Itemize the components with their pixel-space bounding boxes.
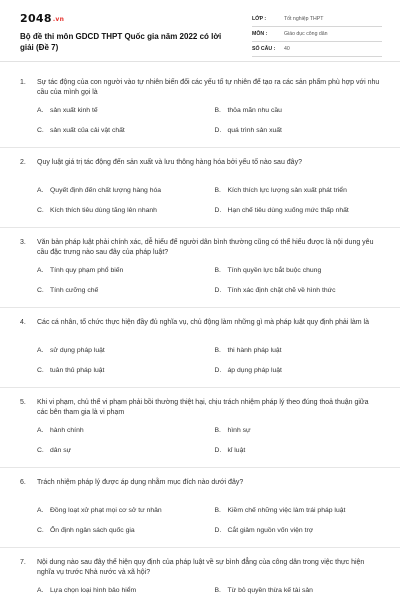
question-text: Quy luật giá trị tác động đến sản xuất và lưu thông hàng hóa bởi yếu tố nào sau đây? bbox=[37, 159, 302, 166]
answer-option-d[interactable] bbox=[215, 286, 381, 295]
option-text: kỉ luật bbox=[227, 447, 246, 454]
answer-options bbox=[20, 506, 380, 535]
option-letter: A. bbox=[37, 187, 44, 194]
answer-option-d[interactable] bbox=[215, 526, 381, 535]
answer-option-d[interactable] bbox=[215, 126, 381, 135]
answer-options bbox=[20, 266, 380, 295]
option-text: thỏa mãn nhu cầu bbox=[227, 107, 282, 114]
meta-row-question-count bbox=[252, 42, 382, 57]
option-letter: B. bbox=[214, 187, 221, 194]
option-letter: B. bbox=[214, 267, 221, 274]
answer-option-d[interactable] bbox=[215, 206, 381, 215]
answer-option-a[interactable] bbox=[37, 346, 203, 355]
question-number: 2. bbox=[20, 159, 26, 166]
answer-option-b[interactable] bbox=[215, 506, 381, 515]
option-text: Quyết định đến chất lượng hàng hóa bbox=[50, 187, 162, 194]
meta-row-grade bbox=[252, 12, 382, 27]
question-item bbox=[0, 468, 400, 548]
answer-option-a[interactable] bbox=[37, 426, 203, 435]
option-text: sử dụng pháp luật bbox=[50, 347, 105, 354]
question-item bbox=[0, 308, 400, 388]
option-text: Ổn định ngân sách quốc gia bbox=[50, 527, 135, 534]
answer-option-a[interactable] bbox=[37, 106, 203, 115]
answer-options bbox=[20, 106, 380, 135]
option-text: hành chính bbox=[50, 427, 84, 434]
question-number: 1. bbox=[20, 79, 26, 86]
option-letter: C. bbox=[37, 207, 44, 214]
question-stem bbox=[20, 558, 380, 578]
answer-option-c[interactable] bbox=[37, 366, 203, 375]
answer-option-b[interactable] bbox=[215, 346, 381, 355]
meta-label: MÔN : bbox=[252, 31, 268, 37]
option-text: Đồng loạt xử phạt mọi cơ sở tư nhân bbox=[50, 507, 162, 514]
question-text: Khi vi phạm, chủ thể vi phạm phải bồi thường thiệt hại, chịu trách nhiệm pháp lý theo đúng thoả thuận giữa các bên tham gia là vi phạm bbox=[37, 399, 369, 416]
answer-option-b[interactable] bbox=[215, 106, 381, 115]
question-text: Các cá nhân, tổ chức thực hiện đầy đủ nghĩa vụ, chủ động làm những gì mà pháp luật quy định phải làm là bbox=[37, 319, 369, 326]
logo-suffix: .vn bbox=[52, 16, 65, 23]
answer-option-c[interactable] bbox=[37, 286, 203, 295]
option-text: Kiềm chế những việc làm trái pháp luật bbox=[227, 507, 346, 514]
meta-value: Giáo dục công dân bbox=[284, 31, 328, 37]
answer-options bbox=[20, 426, 380, 455]
question-number: 5. bbox=[20, 399, 26, 406]
option-letter: A. bbox=[37, 347, 44, 354]
option-letter: B. bbox=[214, 427, 221, 434]
site-logo[interactable] bbox=[20, 12, 64, 25]
question-stem bbox=[20, 78, 380, 98]
answer-option-c[interactable] bbox=[37, 526, 203, 535]
meta-value: 40 bbox=[284, 46, 290, 52]
option-text: Tính quy phạm phổ biến bbox=[50, 267, 124, 274]
question-text: Sự tác động của con người vào tự nhiên biến đổi các yếu tố tự nhiên để tạo ra các sản phẩm phù hợp với nhu cầu của mình gọi là bbox=[37, 79, 380, 96]
question-item bbox=[0, 388, 400, 468]
option-letter: C. bbox=[37, 527, 44, 534]
option-text: hình sự bbox=[227, 427, 251, 434]
question-list bbox=[0, 68, 400, 600]
option-text: thi hành pháp luật bbox=[227, 347, 282, 354]
question-number: 6. bbox=[20, 479, 26, 486]
option-letter: D. bbox=[214, 447, 222, 454]
question-text: Trách nhiệm pháp lý được áp dụng nhằm mục đích nào dưới đây? bbox=[37, 479, 244, 486]
option-letter: C. bbox=[37, 367, 44, 374]
meta-label: LỚP : bbox=[252, 16, 267, 22]
document-title: Bộ đề thi môn GDCD THPT Quốc gia năm 2022 có lời giải (Đề 7) bbox=[20, 32, 222, 52]
question-number: 4. bbox=[20, 319, 26, 326]
question-stem bbox=[20, 398, 380, 418]
question-stem bbox=[20, 158, 380, 178]
question-item bbox=[0, 68, 400, 148]
option-letter: D. bbox=[214, 287, 222, 294]
option-letter: A. bbox=[37, 507, 44, 514]
option-text: Kích thích lực lượng sản xuất phát triển bbox=[227, 187, 347, 194]
answer-option-d[interactable] bbox=[215, 446, 381, 455]
document-meta bbox=[252, 12, 382, 57]
answer-option-b[interactable] bbox=[215, 586, 381, 595]
question-stem bbox=[20, 238, 380, 258]
option-text: Từ bỏ quyền thừa kế tài sản bbox=[227, 587, 313, 594]
option-text: dân sự bbox=[50, 447, 72, 454]
question-number: 7. bbox=[20, 559, 26, 566]
answer-option-a[interactable] bbox=[37, 586, 203, 595]
logo-main: 2048 bbox=[20, 12, 52, 25]
answer-options bbox=[20, 346, 380, 375]
meta-label: SỐ CÂU : bbox=[252, 46, 276, 52]
option-letter: A. bbox=[37, 427, 44, 434]
option-text: Tính quyền lực bắt buộc chung bbox=[227, 267, 322, 274]
document-header bbox=[0, 0, 400, 62]
option-letter: C. bbox=[37, 127, 44, 134]
answer-option-a[interactable] bbox=[37, 266, 203, 275]
option-text: sản xuất kinh tế bbox=[50, 107, 98, 114]
answer-option-a[interactable] bbox=[37, 186, 203, 195]
option-text: áp dụng pháp luật bbox=[227, 367, 282, 374]
option-text: quá trình sản xuất bbox=[227, 127, 282, 134]
option-letter: D. bbox=[214, 527, 222, 534]
option-letter: C. bbox=[37, 287, 44, 294]
option-text: tuân thủ pháp luật bbox=[50, 367, 105, 374]
option-text: sản xuất của cải vật chất bbox=[50, 127, 125, 134]
option-letter: D. bbox=[214, 207, 222, 214]
question-text: Văn bản pháp luật phải chính xác, dễ hiểu để người dân bình thường cũng có thể hiểu được là nội dung yêu cầu đặc trưng nào sau đây của pháp luật? bbox=[37, 239, 374, 256]
question-text: Nội dung nào sau đây thể hiện quy định của pháp luật về sự bình đẳng của công dân trong việc thực hiện nghĩa vụ trước Nhà nước và xã hội? bbox=[37, 559, 365, 576]
option-letter: A. bbox=[37, 107, 44, 114]
option-text: Lựa chọn loại hình bảo hiểm bbox=[50, 587, 137, 594]
option-text: Kích thích tiêu dùng tăng lên nhanh bbox=[50, 207, 157, 214]
answer-options bbox=[20, 586, 380, 595]
question-item bbox=[0, 548, 400, 600]
option-letter: B. bbox=[214, 107, 221, 114]
answer-option-b[interactable] bbox=[215, 426, 381, 435]
question-stem bbox=[20, 318, 380, 338]
question-number: 3. bbox=[20, 239, 26, 246]
option-text: Tính cưỡng chế bbox=[50, 287, 99, 294]
option-letter: B. bbox=[214, 347, 221, 354]
option-letter: B. bbox=[214, 587, 221, 594]
answer-option-c[interactable] bbox=[37, 446, 203, 455]
meta-row-subject bbox=[252, 27, 382, 42]
answer-option-a[interactable] bbox=[37, 506, 203, 515]
option-letter: A. bbox=[37, 587, 44, 594]
option-text: Hạn chế tiêu dùng xuống mức thấp nhất bbox=[227, 207, 349, 214]
question-item bbox=[0, 148, 400, 228]
option-text: Tính xác định chặt chẽ về hình thức bbox=[227, 287, 336, 294]
meta-value: Tốt nghiệp THPT bbox=[284, 16, 324, 22]
question-stem bbox=[20, 478, 380, 498]
answer-option-b[interactable] bbox=[215, 266, 381, 275]
answer-option-c[interactable] bbox=[37, 206, 203, 215]
answer-option-d[interactable] bbox=[215, 366, 381, 375]
answer-option-b[interactable] bbox=[215, 186, 381, 195]
option-letter: A. bbox=[37, 267, 44, 274]
answer-option-c[interactable] bbox=[37, 126, 203, 135]
question-item bbox=[0, 228, 400, 308]
option-text: Cắt giảm nguồn vốn viện trợ bbox=[227, 527, 314, 534]
answer-options bbox=[20, 186, 380, 215]
option-letter: D. bbox=[214, 367, 222, 374]
option-letter: B. bbox=[214, 507, 221, 514]
option-letter: C. bbox=[37, 447, 44, 454]
option-letter: D. bbox=[214, 127, 222, 134]
